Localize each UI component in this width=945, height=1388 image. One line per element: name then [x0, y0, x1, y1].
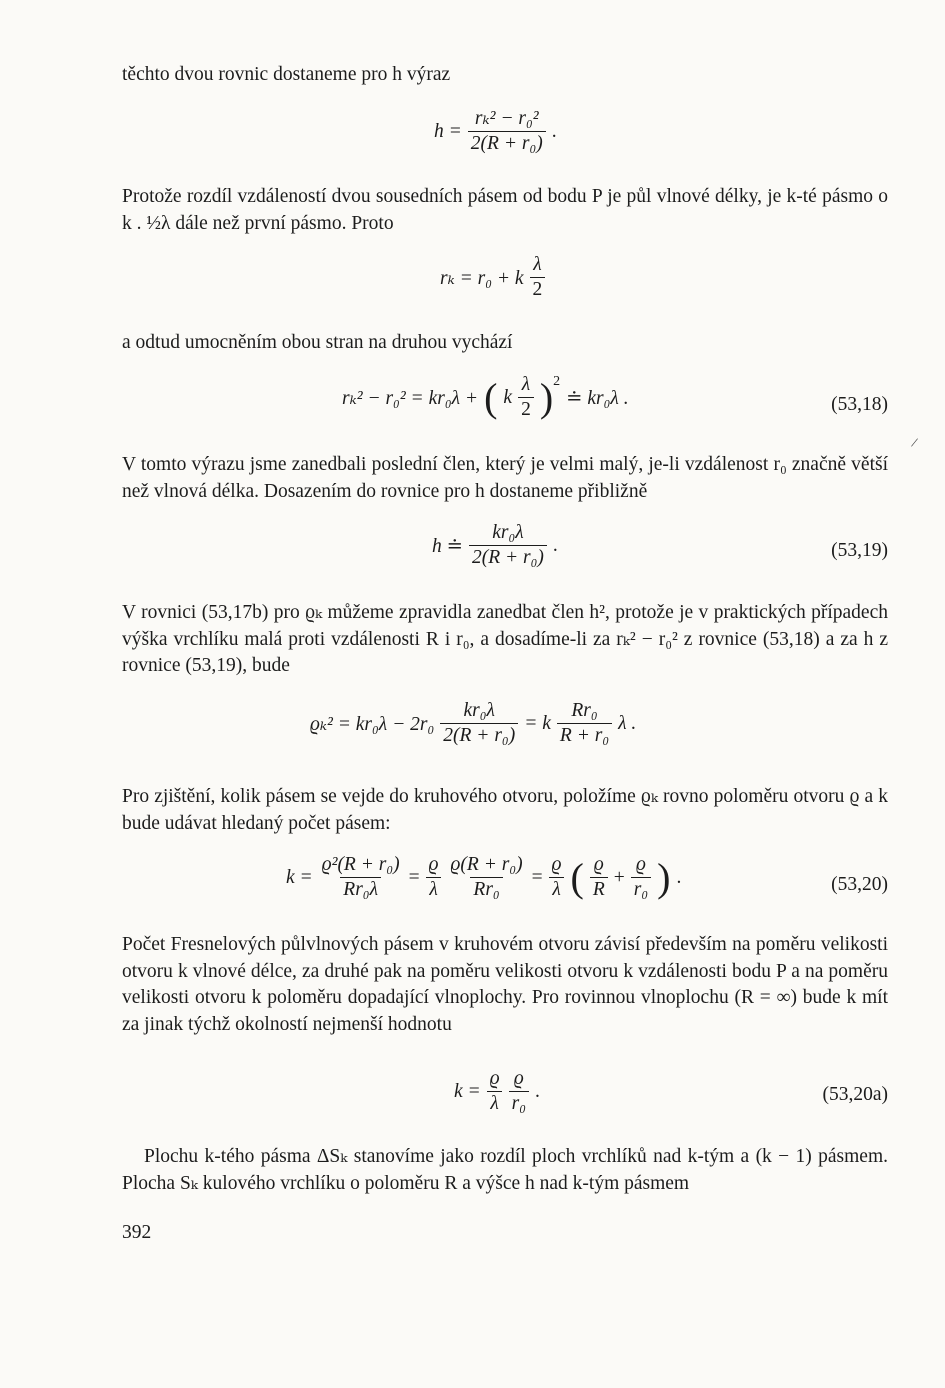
equation-rho-k: ϱₖ² = kr₀λ − 2r₀ $\frac{\text{kr₀λ}}{\text{2(R + r₀)}}$ = k $\frac{\text{Rr₀}}{\text{R + r₀}}$ λ . [310, 700, 637, 746]
paragraph-3: a odtud umocněním obou stran na druhou vychází [122, 332, 513, 353]
equation-number: (53,20a) [822, 1084, 888, 1105]
equation-number: (53,20) [831, 874, 888, 895]
eq-lhs: h = [434, 120, 462, 142]
equation-rk: rₖ = r₀ + k $\frac{\lambda}{2}$ [122, 254, 888, 314]
paragraph-7: Počet Fresnelových půlvlnových pásem v kruhovém otvoru závisí především na poměru velikosti otvoru k vlnové délce, za druhé pak na poměru velikosti otvoru k vzdálenosti bodu P a na poměru velikosti otvoru k poloměru dopadající vlnoplochy. Pro rovinnou vlnoplochu (R = ∞) bude k mít za jinak týchž okolností nejmenší hodnotu [122, 934, 888, 1035]
paragraph-2: Protože rozdíl vzdáleností dvou sousedních pásem od bodu P je půl vlnové délky, je k-té pásmo o k . ½λ dále než první pásmo. Proto [122, 186, 888, 234]
paragraph-6: Pro zjištění, kolik pásem se vejde do kruhového otvoru, položíme ϱₖ rovno poloměru otvoru ϱ a k bude udávat hledaný počet pásem: [122, 786, 888, 834]
equation-53-18: rₖ² − r₀² = kr₀λ + ( k $\frac{\lambda}{2}$ ) $^2$ ≐ kr₀λ . (53,18) [342, 374, 888, 420]
paragraph-4: V tomto výrazu jsme zanedbali poslední člen, který je velmi malý, je-li vzdálenost r₀ značně větší než vlnová délka. Dosazením do rovnice pro h dostaneme přibližně [122, 454, 888, 502]
paragraph-1: těchto dvou rovnic dostaneme pro h výraz [122, 64, 451, 85]
equation-number: (53,19) [831, 540, 888, 561]
equation-53-19: h ≐ $\frac{\text{kr₀λ}}{\text{2(R + r₀)}}$ . (53,19) [432, 522, 888, 568]
equation-h: h = $\frac{\text{rₖ² − r₀²}}{\text{2(R + r₀)}}$ . [434, 108, 557, 154]
paragraph-5: V rovnici (53,17b) pro ϱₖ můžeme zpravidla zanedbat člen h², protože je v praktických případech výška vrchlíku malá proti vzdálenosti R i r₀, a dosadíme-li za rₖ² − r₀² z rovnice (53,18) a za h z rovnice (53,19), bude [122, 602, 888, 676]
equation-53-20a: k = $\frac{ϱ}{\lambda}$ $\frac{ϱ}{\text{r₀}}$ . (53,20a) [454, 1068, 888, 1114]
margin-mark: / [909, 435, 919, 452]
equation-53-20: k = $\frac{\text{ϱ²(R + r₀)}}{\text{Rr₀λ}}$ = $\frac{ϱ}{\lambda}$ $\frac{\text{ϱ(R + r₀)}}{\text{Rr₀}}$ = $\frac{ϱ}{\lambda}$ ( $\frac{ϱ}{R}$ + $\frac{ϱ}{\text{r₀}}$ ) . (53,20) [286, 854, 888, 900]
eq-fraction: $\frac{\text{rₖ² − r₀²}}{\text{2(R + r₀)}}$ [468, 108, 546, 155]
paragraph-8: Plochu k-tého pásma ΔSₖ stanovíme jako rozdíl ploch vrchlíků nad k-tým a (k − 1) pásmem. Plocha Sₖ kulového vrchlíku o poloměru R a výšce h nad k-tým pásmem [122, 1146, 888, 1194]
equation-number: (53,18) [831, 394, 888, 415]
page-number: 392 [122, 1222, 152, 1243]
